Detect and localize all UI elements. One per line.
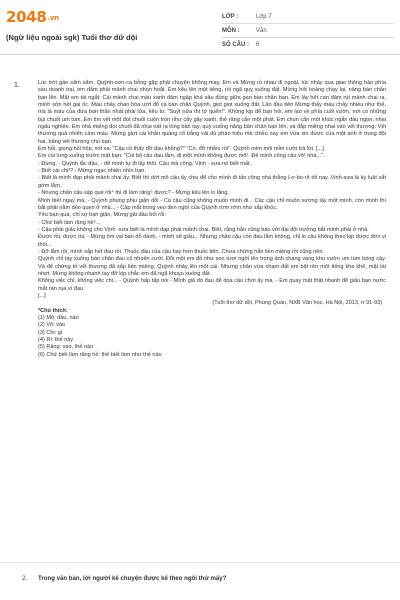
passage-paragraph: - Nhưng chân cậu sập què rồi⁴ thì đi làm răng⁵ được? - Mừng kêu lên lo lắng. [38, 190, 229, 197]
passage-paragraph: Quỳnh chỉ tay xuống bàn chân đau cố nhoẻn cười. Đôi môi em đỏ như son tươi ngời lên trong ánh chạng vạng khu vườn um tùm bóng cây. Và để chứng tỏ vết thương đã sắp liền miệng, Quỳnh nhảy lên một cái. Nhưng chân vừa chạm đất em bật rên một tiếng khe khẽ, mặt tái nhợt. Mừng không nhanh tay đỡ kịp chắc em đã ngã khuỵu xuống đất. [38, 256, 386, 277]
notes-title: *Chú thích: [38, 307, 68, 314]
note-item: (4) Rì: thế này [38, 337, 74, 344]
passage-source: (Tuổi thơ dữ dội, Phùng Quán, NXB Văn học, Hà Nội, 2013, tr 91-93) [212, 300, 382, 307]
passage-paragraph: Lúc trời gần sẩm sẩm, Quỳnh-sơn-ca bỗng gặp phải chuyện không may. Em và Mừng rủ nhau đi ngoài, lúc nhảy qua giao thông hào phía sau doanh trại, em dẫm phải mảnh chai nhọn hoắt. Em kêu lên một tiếng, rồi ngã quỵ xuống đất. Mừng hốt hoảng chạy lại, nâng bàn chân bạn lên. Mặt em tái ngắt: Cái mảnh chai màu xanh đâm ngập khá sâu đúng giữa gan bàn chân bạn. Em lấy hết can đảm rút mảnh chai ra, mình sởn hết gai ốc. Máu chảy chan hòa ướt đỏ cả bàn chân Quỳnh, giọt giọt xuống đất. Lần đầu tiên Mừng thấy máu chảy nhiều như thế, mà là máu của đứa bạn thân nhất phải lửa, kêu to: "Suýt nữa thì tớ quên!". Khóng kịp để bạn hỏi, em lao về phía cuối vườn, nơi có những bụi chuối um tùm. Em tìm vết một đọt chuối cuộn tròn như cây gậy xanh, thẻ răng cắn một phát. Em chọn cẩn một khúc ngắn đầu ngọn, nhai ngấu nghiến. Em nhả miếng đọt chuối đã nhai nát ra lòng bàn tay, quỳ xuống nâng bàn chân bạn lên, và đắp miếng nhai vào vết thương. Vết thương quả nhiên cầm máu. Mừng giựt cái khăn quàng cổ bằng vải dù pháo hiệu mà chiều nay em vừa xin được của một anh ở trung đội hai, băng vết thương cho bạn. [38, 80, 386, 145]
passage-paragraph: - Chứ biết làm răng hề⁶... [38, 219, 101, 226]
passage-paragraph: [...] [38, 292, 46, 299]
passage-paragraph: - Đỡ lắm rồi, mình sắp hết đau rồi. Thuốc đầu của cậu hay hơn thuốc tiên. Chưa chừng hắn liền miệng rồi cũng nên. [38, 248, 324, 255]
meta-row-class [222, 10, 394, 24]
passage-paragraph: Yêu bạn quá, chỉ sợ bạn giận, Mừng gãi đầu bối rối: [38, 212, 166, 219]
passage-paragraph: - Đừng, - Quỳnh lắc đầu, - để mình tự đi lấy thôi. Cậu mà cõng, Vịnh - sưa nó biết mất. [38, 160, 252, 167]
question-divider [0, 562, 400, 563]
passage-paragraph: Mình biết ngay mà, - Quỳnh phụng phịu giận dỗi - Cả cậu cũng không muốn mình đi... Các cậu chỉ muốn sướng lấy một mình, còn mình thì bắt phải nằm đèo queo ở nhà... - Cặp mắt trong veo đen ngời của Quỳnh rơm rớm như sắp khóc. [38, 197, 386, 211]
passage-paragraph: - Biết là mình đạp phải mảnh chai ấy. Biết thì dớt mô cậu ấy chịu để cho mình đi tấn công nhà thằng Lơ-bo-rít tối nay. Vịnh-sưa là kỷ luật sắt gớm lắm. [38, 175, 386, 189]
meta-table [222, 10, 394, 51]
question-number: 1. [14, 82, 20, 89]
page-header [0, 0, 400, 55]
passage-paragraph: Em cúi lưng xuống trước mặt bạn: "Coi bộ cậu đau lắm, đi một mình không được mô¹. Để mình cõng cậu vô² nhà...". [38, 153, 325, 160]
passage-paragraph: - Cậu phải giấu không cho Vịnh -sưa biết là mình đạp phải mảnh chai. Biết, rằng hắn cũng bảo với đại đội trưởng bắt mình phải ở nhà. [38, 226, 369, 233]
passage-paragraph: Em hỏi, giọng hỏi hộp, xót xa: "Cậu có thấy đỡ đau không?" "Có, đỡ nhiều rồi". Quỳnh mím môi mỉm cười trả lời. [...] [38, 146, 324, 153]
meta-label: LỚP : [222, 13, 239, 20]
question-1-passage [38, 80, 386, 359]
passage-paragraph: - Biết cái chi³? - Mừng ngạc nhiên nhìn bạn. [38, 168, 146, 175]
note-item: (2) Vô: vào [38, 322, 66, 329]
meta-label: SỐ CÂU : [222, 41, 249, 48]
note-item: (3) Chi: gì [38, 329, 63, 336]
note-item: (6) Chứ biết làm răng hề: thế biết làm như thế nào [38, 351, 162, 358]
site-logo[interactable] [6, 8, 59, 26]
meta-value: Lớp 7 [256, 13, 272, 20]
note-item: (5) Răng: sao, thế nào [38, 344, 94, 351]
meta-value: 6 [256, 41, 260, 48]
meta-row-question-count [222, 38, 394, 51]
logo-suffix: .vn [47, 14, 59, 22]
passage-paragraph: Không việc chi, không việc chi... - Quỳnh hấp tấp nói - Mình giả đò đau để dọa cậu chơi ấy mà. - Em quay mặt thật nhanh để giấu bạn nước mắt ràn rụa vì đau. [38, 278, 386, 292]
meta-row-subject [222, 24, 394, 38]
note-item: (1) Mô: đâu, nào [38, 315, 79, 321]
document-title: (Ngữ liệu ngoài sgk) Tuổi thơ dữ dội [6, 33, 138, 42]
question-2-text: Trong văn bản, lời người kể chuyện được kể theo ngôi thứ mấy? [38, 575, 227, 582]
meta-label: MÔN : [222, 27, 240, 34]
passage-paragraph: Được rồi, được rồi, - Mừng ôm vai bạn dỗ dành, - mình sẽ giấu... Nhưng chân cậu còn đau lắm không, chỉ lo cậu không theo kịp được đơn vị thôi... [38, 234, 386, 248]
question-number: 2. [22, 575, 28, 582]
logo-text: 2048 [6, 8, 47, 26]
meta-value: Văn [256, 27, 267, 34]
